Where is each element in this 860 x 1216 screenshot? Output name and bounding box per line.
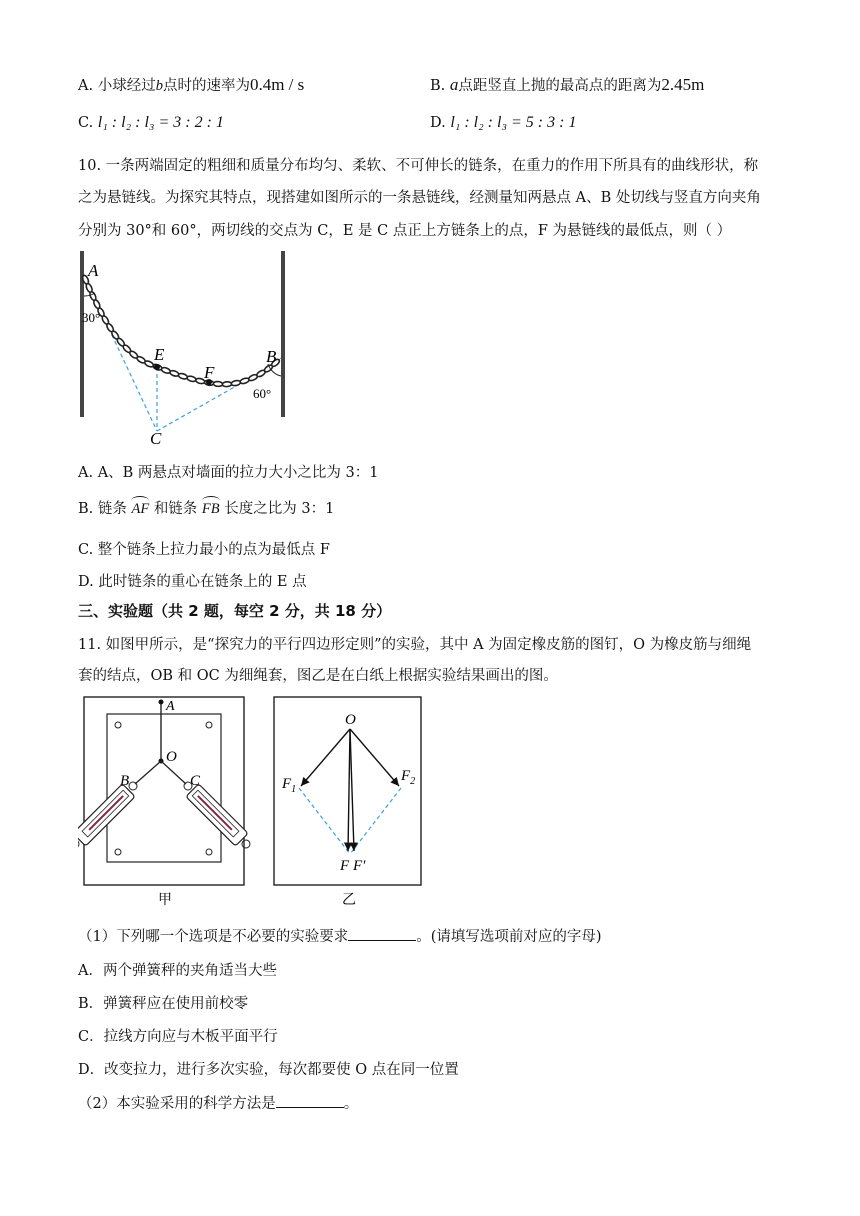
question-text: 。(请填写选项前对应的字母) bbox=[416, 929, 602, 945]
q11-stem-line-2: 套的结点，OB 和 OC 为细绳套，图乙是在白纸上根据实验结果画出的图。 bbox=[78, 668, 558, 684]
option-value: 0.4m / s bbox=[249, 75, 305, 94]
label-c: C bbox=[150, 429, 162, 448]
q11-option-b: B．弹簧秤应在使用前校零 bbox=[78, 996, 249, 1012]
force-f-prime bbox=[350, 729, 354, 851]
option-variable: b bbox=[155, 78, 163, 94]
answer-blank-1[interactable] bbox=[348, 928, 416, 941]
q11-stem-line-1: 11. 如图甲所示，是“探究力的平行四边形定则”的实验，其中 A 为固定橡皮筋的图钉，O 为橡皮筋与细绳 bbox=[78, 637, 752, 653]
jia-label-a: A bbox=[166, 699, 175, 714]
q10-option-a: A. A、B 两悬点对墙面的拉力大小之比为 3：1 bbox=[78, 465, 379, 481]
option-letter: A. bbox=[78, 78, 94, 94]
jia-label-b: B bbox=[120, 773, 130, 789]
chain-link bbox=[213, 381, 223, 387]
force-f2 bbox=[350, 729, 399, 786]
q11-sub1 bbox=[78, 925, 602, 946]
arc-fb: FB bbox=[201, 501, 220, 517]
label-a: A bbox=[88, 261, 99, 280]
question-text: 。 bbox=[343, 1096, 359, 1112]
chain-link bbox=[222, 382, 231, 387]
force-f1 bbox=[301, 729, 350, 786]
label-f: F bbox=[204, 363, 215, 382]
jia-label-o: O bbox=[166, 749, 177, 765]
option-letter: C. bbox=[78, 115, 94, 131]
q9-option-b bbox=[430, 74, 704, 95]
q10-stem-line-3: 分别为 30°和 60°，两切线的交点为 C，E 是 C 点正上方链条上的点，F 为悬链线的最低点，则（ ） bbox=[78, 223, 732, 239]
tangent-lines bbox=[88, 284, 245, 431]
force-f bbox=[348, 729, 350, 851]
option-text: 和链条 bbox=[153, 501, 198, 517]
right-wall bbox=[281, 251, 285, 417]
q10-option-d: D. 此时链条的重心在链条上的 E 点 bbox=[78, 574, 307, 590]
q9-option-d bbox=[430, 114, 576, 132]
q11-option-a: A．两个弹簧秤的夹角适当大些 bbox=[78, 963, 277, 979]
option-variable: a bbox=[449, 75, 459, 94]
yi-label-f1: $F_1$ bbox=[282, 776, 297, 795]
section-heading: 三、实验题（共 2 题，每空 2 分，共 18 分） bbox=[78, 602, 392, 620]
question-text: （2）本实验采用的科学方法是 bbox=[78, 1096, 276, 1112]
option-formula: l₁ : l₂ : l₃ = 5 : 3 : 1 bbox=[450, 114, 577, 131]
jia-label-c: C bbox=[190, 773, 201, 789]
spring-scale-left bbox=[78, 777, 142, 853]
option-text: 小球经过 bbox=[97, 78, 156, 94]
label-angle-b: 60° bbox=[253, 386, 272, 401]
option-formula: l₁ : l₂ : l₃ = 3 : 2 : 1 bbox=[97, 114, 224, 131]
label-b: B bbox=[266, 347, 277, 366]
yi-label-f2: $F_2$ bbox=[401, 768, 416, 787]
option-text: 点时的速率为 bbox=[162, 78, 250, 94]
yi-label-f: F bbox=[340, 858, 350, 874]
option-value: 2.45m bbox=[661, 75, 705, 94]
option-letter: B. bbox=[430, 78, 446, 94]
q11-sub2 bbox=[78, 1092, 358, 1113]
q10-option-c: C. 整个链条上拉力最小的点为最低点 F bbox=[78, 542, 330, 558]
option-text: 长度之比为 3：1 bbox=[224, 501, 335, 517]
q9-option-c bbox=[78, 114, 224, 132]
option-text: B. 链条 bbox=[78, 501, 127, 517]
arc-af: AF bbox=[131, 501, 150, 517]
chain-link bbox=[231, 380, 241, 387]
yi-label-o: O bbox=[345, 712, 356, 728]
option-text: 点距竖直上抛的最高点的距离为 bbox=[458, 78, 662, 94]
chain-links bbox=[82, 275, 281, 387]
answer-blank-2[interactable] bbox=[276, 1095, 344, 1108]
figure-jia bbox=[78, 694, 258, 910]
yi-label-f-prime: F′ bbox=[353, 858, 366, 874]
figure-yi bbox=[270, 694, 430, 910]
q11-option-d: D．改变拉力，进行多次实验，每次都要使 O 点在同一位置 bbox=[78, 1062, 459, 1078]
label-angle-a: 30° bbox=[82, 310, 101, 325]
q9-option-a bbox=[78, 74, 304, 95]
label-e: E bbox=[154, 345, 165, 364]
q11-option-c: C．拉线方向应与木板平面平行 bbox=[78, 1029, 278, 1045]
q10-stem-line-2: 之为悬链线。为探究其特点，现搭建如图所示的一条悬链线，经测量知两悬点 A、B 处切线与竖直方向夹角 bbox=[78, 190, 761, 206]
catenary-figure bbox=[70, 248, 300, 448]
option-letter: D. bbox=[430, 115, 446, 131]
caption-yi: 乙 bbox=[342, 893, 356, 908]
question-text: （1）下列哪一个选项是不必要的实验要求 bbox=[78, 929, 349, 945]
q10-option-b bbox=[78, 497, 334, 518]
board-outer bbox=[84, 697, 244, 885]
caption-jia: 甲 bbox=[158, 893, 172, 908]
q10-stem-line-1: 10. 一条两端固定的粗细和质量分布均匀、柔软、不可伸长的链条，在重力的作用下所具有的曲线形状，称 bbox=[78, 158, 759, 174]
